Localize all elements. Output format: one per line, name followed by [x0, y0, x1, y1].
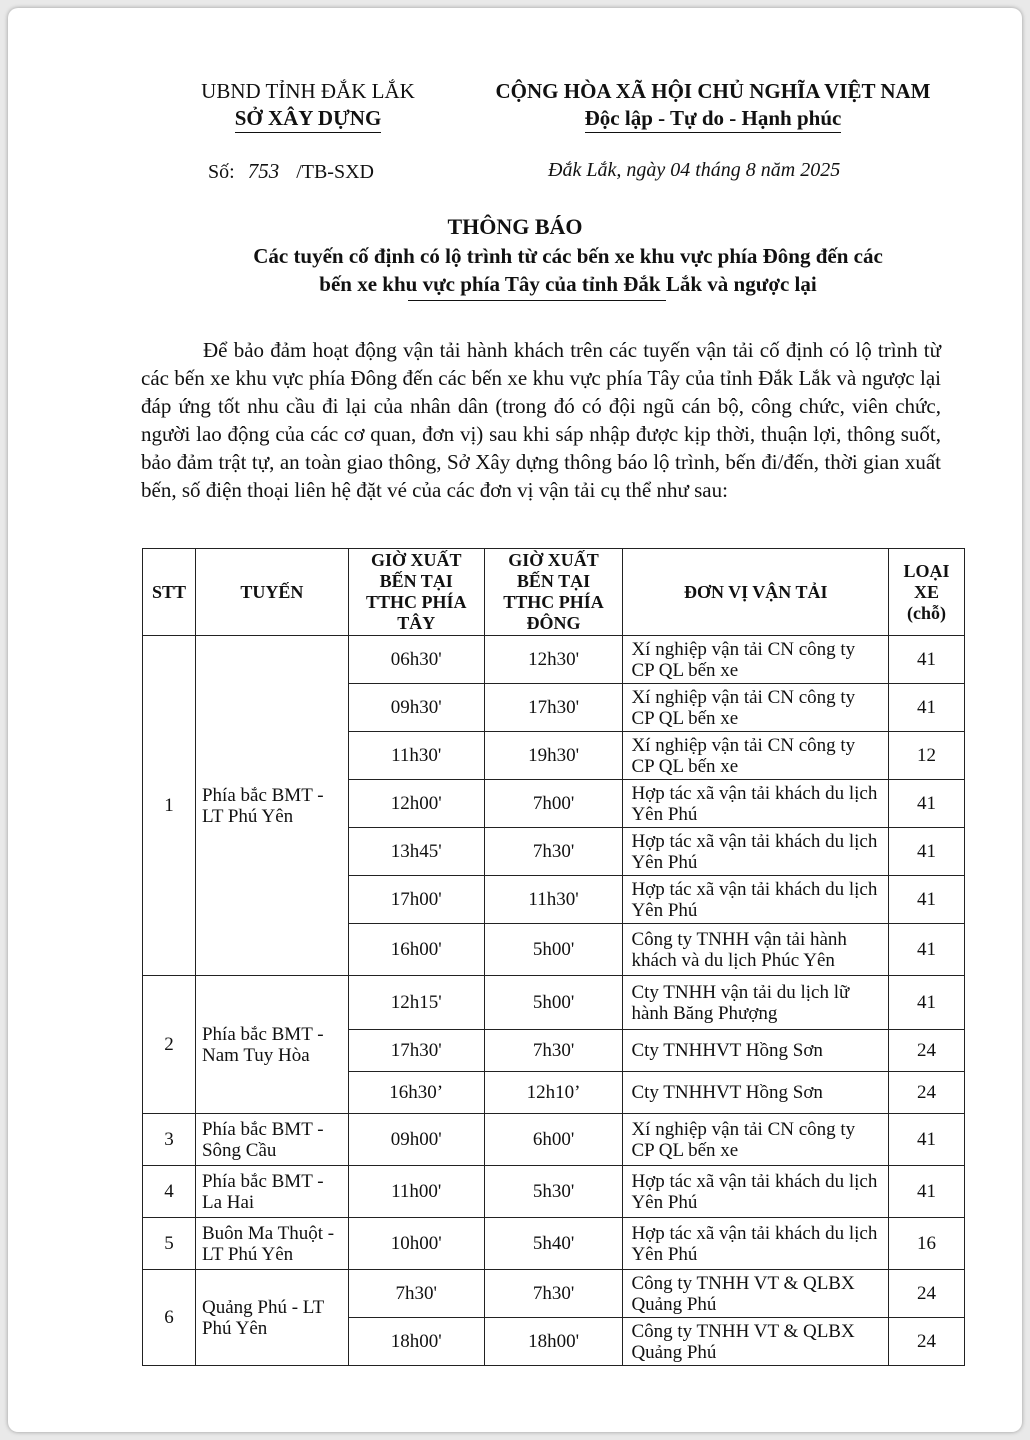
cell-east-time: 5h30' — [484, 1166, 623, 1218]
document-title: THÔNG BÁO — [447, 214, 583, 239]
cell-west-time: 09h00' — [348, 1114, 484, 1166]
agency-name: SỞ XÂY DỰNG — [235, 105, 382, 133]
cell-east-time: 7h30' — [484, 1270, 623, 1318]
cell-west-time: 16h30’ — [348, 1072, 484, 1114]
cell-seats: 41 — [889, 828, 965, 876]
header-route: TUYẾN — [195, 549, 348, 636]
cell-seats: 12 — [889, 732, 965, 780]
cell-operator: Xí nghiệp vận tải CN công ty CP QL bến xe — [623, 1114, 889, 1166]
cell-east-time: 18h00' — [484, 1318, 623, 1366]
cell-operator: Xí nghiệp vận tải CN công ty CP QL bến xe — [623, 636, 889, 684]
cell-seats: 41 — [889, 1114, 965, 1166]
cell-west-time: 13h45' — [348, 828, 484, 876]
cell-operator: Hợp tác xã vận tải khách du lịch Yên Phú — [623, 828, 889, 876]
cell-east-time: 11h30' — [484, 876, 623, 924]
cell-seats: 41 — [889, 924, 965, 976]
doc-number-suffix: /TB-SXD — [296, 161, 374, 183]
table-row — [143, 1270, 965, 1318]
doc-number-prefix: Số: — [208, 161, 235, 183]
cell-seats: 24 — [889, 1072, 965, 1114]
subtitle-line-1: Các tuyến cố định có lộ trình từ các bến xe khu vực phía Đông đến các — [253, 244, 883, 268]
cell-route: Buôn Ma Thuột - LT Phú Yên — [195, 1218, 348, 1270]
cell-route: Quảng Phú - LT Phú Yên — [195, 1270, 348, 1366]
cell-west-time: 12h15' — [348, 976, 484, 1030]
cell-stt: 4 — [143, 1166, 196, 1218]
cell-west-time: 18h00' — [348, 1318, 484, 1366]
cell-east-time: 5h00' — [484, 976, 623, 1030]
cell-stt: 2 — [143, 976, 196, 1114]
cell-east-time: 5h00' — [484, 924, 623, 976]
cell-operator: Công ty TNHH VT & QLBX Quảng Phú — [623, 1270, 889, 1318]
doc-number-value: 753 — [247, 159, 280, 183]
cell-east-time: 19h30' — [484, 732, 623, 780]
cell-operator: Công ty TNHH vận tải hành khách và du lịch Phúc Yên — [623, 924, 889, 976]
cell-operator: Hợp tác xã vận tải khách du lịch Yên Phú — [623, 876, 889, 924]
cell-route: Phía bắc BMT - Sông Cầu — [195, 1114, 348, 1166]
cell-east-time: 7h30' — [484, 1030, 623, 1072]
subtitle-line-2: bến xe khu vực phía Tây của tỉnh Đắk Lắk và ngược lại — [319, 272, 817, 296]
cell-seats: 41 — [889, 684, 965, 732]
cell-operator: Cty TNHHVT Hồng Sơn — [623, 1030, 889, 1072]
cell-operator: Xí nghiệp vận tải CN công ty CP QL bến xe — [623, 732, 889, 780]
national-motto — [458, 78, 968, 133]
table-header-row — [143, 549, 965, 636]
nation-line-1: CỘNG HÒA XÃ HỘI CHỦ NGHĨA VIỆT NAM — [495, 79, 931, 103]
cell-seats: 41 — [889, 636, 965, 684]
subtitle-underline — [408, 300, 666, 301]
header-west-time: GIỜ XUẤT BẾN TẠI TTHC PHÍA TÂY — [348, 549, 484, 636]
cell-west-time: 11h00' — [348, 1166, 484, 1218]
cell-east-time: 17h30' — [484, 684, 623, 732]
header-east-time: GIỜ XUẤT BẾN TẠI TTHC PHÍA ĐÔNG — [484, 549, 623, 636]
cell-east-time: 7h30' — [484, 828, 623, 876]
table-row — [143, 1166, 965, 1218]
intro-paragraph: Để bảo đảm hoạt động vận tải hành khách trên các tuyến vận tải cố định có lộ trình từ các bến xe khu vực phía Đông đến các bến xe khu vực phía Tây của tỉnh Đắk Lắk và ngược lại đáp ứng tốt nhu cầu đi lại của nhân dân (trong đó có đội ngũ cán bộ, công chức, viên chức, người lao động của các cơ quan, đơn vị) sau khi sáp nhập được kịp thời, thuận lợi, thông suốt, bảo đảm trật tự, an toàn giao thông, Sở Xây dựng thông báo lộ trình, bến đi/đến, thời gian xuất bến, số điện thoại liên hệ đặt vé của các đơn vị vận tải cụ thể như sau: — [141, 338, 941, 502]
cell-seats: 16 — [889, 1218, 965, 1270]
cell-operator: Cty TNHH vận tải du lịch lữ hành Băng Phượng — [623, 976, 889, 1030]
cell-west-time: 09h30' — [348, 684, 484, 732]
cell-west-time: 7h30' — [348, 1270, 484, 1318]
cell-operator: Hợp tác xã vận tải khách du lịch Yên Phú — [623, 780, 889, 828]
cell-seats: 41 — [889, 976, 965, 1030]
issuing-agency — [148, 78, 468, 133]
cell-seats: 24 — [889, 1318, 965, 1366]
table-body — [143, 636, 965, 1366]
table-row — [143, 976, 965, 1030]
document-subtitle — [188, 242, 948, 298]
document-number — [208, 159, 374, 184]
cell-seats: 24 — [889, 1270, 965, 1318]
cell-east-time: 7h00' — [484, 780, 623, 828]
routes-table — [142, 548, 965, 1366]
cell-west-time: 16h00' — [348, 924, 484, 976]
motto-text: Độc lập - Tự do - Hạnh phúc — [585, 105, 842, 133]
header-stt: STT — [143, 549, 196, 636]
cell-operator: Cty TNHHVT Hồng Sơn — [623, 1072, 889, 1114]
cell-west-time: 12h00' — [348, 780, 484, 828]
cell-operator: Xí nghiệp vận tải CN công ty CP QL bến xe — [623, 684, 889, 732]
cell-stt: 6 — [143, 1270, 196, 1366]
cell-seats: 41 — [889, 1166, 965, 1218]
table-row — [143, 636, 965, 684]
cell-operator: Công ty TNHH VT & QLBX Quảng Phú — [623, 1318, 889, 1366]
table-row — [143, 1218, 965, 1270]
document-page — [8, 8, 1022, 1432]
cell-seats: 41 — [889, 876, 965, 924]
cell-west-time: 11h30' — [348, 732, 484, 780]
cell-seats: 24 — [889, 1030, 965, 1072]
cell-stt: 5 — [143, 1218, 196, 1270]
header-operator: ĐƠN VỊ VẬN TẢI — [623, 549, 889, 636]
cell-route: Phía bắc BMT - La Hai — [195, 1166, 348, 1218]
cell-west-time: 17h00' — [348, 876, 484, 924]
cell-east-time: 5h40' — [484, 1218, 623, 1270]
agency-line-1: UBND TỈNH ĐẮK LẮK — [201, 79, 415, 103]
document-date: Đắk Lắk, ngày 04 tháng 8 năm 2025 — [548, 159, 841, 181]
cell-east-time: 6h00' — [484, 1114, 623, 1166]
cell-west-time: 06h30' — [348, 636, 484, 684]
cell-seats: 41 — [889, 780, 965, 828]
cell-east-time: 12h30' — [484, 636, 623, 684]
cell-route: Phía bắc BMT - LT Phú Yên — [195, 636, 348, 976]
cell-stt: 3 — [143, 1114, 196, 1166]
cell-east-time: 12h10’ — [484, 1072, 623, 1114]
cell-stt: 1 — [143, 636, 196, 976]
cell-route: Phía bắc BMT - Nam Tuy Hòa — [195, 976, 348, 1114]
header-seats: LOẠI XE (chỗ) — [889, 549, 965, 636]
nation-line-2 — [458, 105, 968, 133]
cell-west-time: 10h00' — [348, 1218, 484, 1270]
agency-line-2 — [148, 105, 468, 133]
cell-west-time: 17h30' — [348, 1030, 484, 1072]
cell-operator: Hợp tác xã vận tải khách du lịch Yên Phú — [623, 1166, 889, 1218]
table-row — [143, 1114, 965, 1166]
cell-operator: Hợp tác xã vận tải khách du lịch Yên Phú — [623, 1218, 889, 1270]
